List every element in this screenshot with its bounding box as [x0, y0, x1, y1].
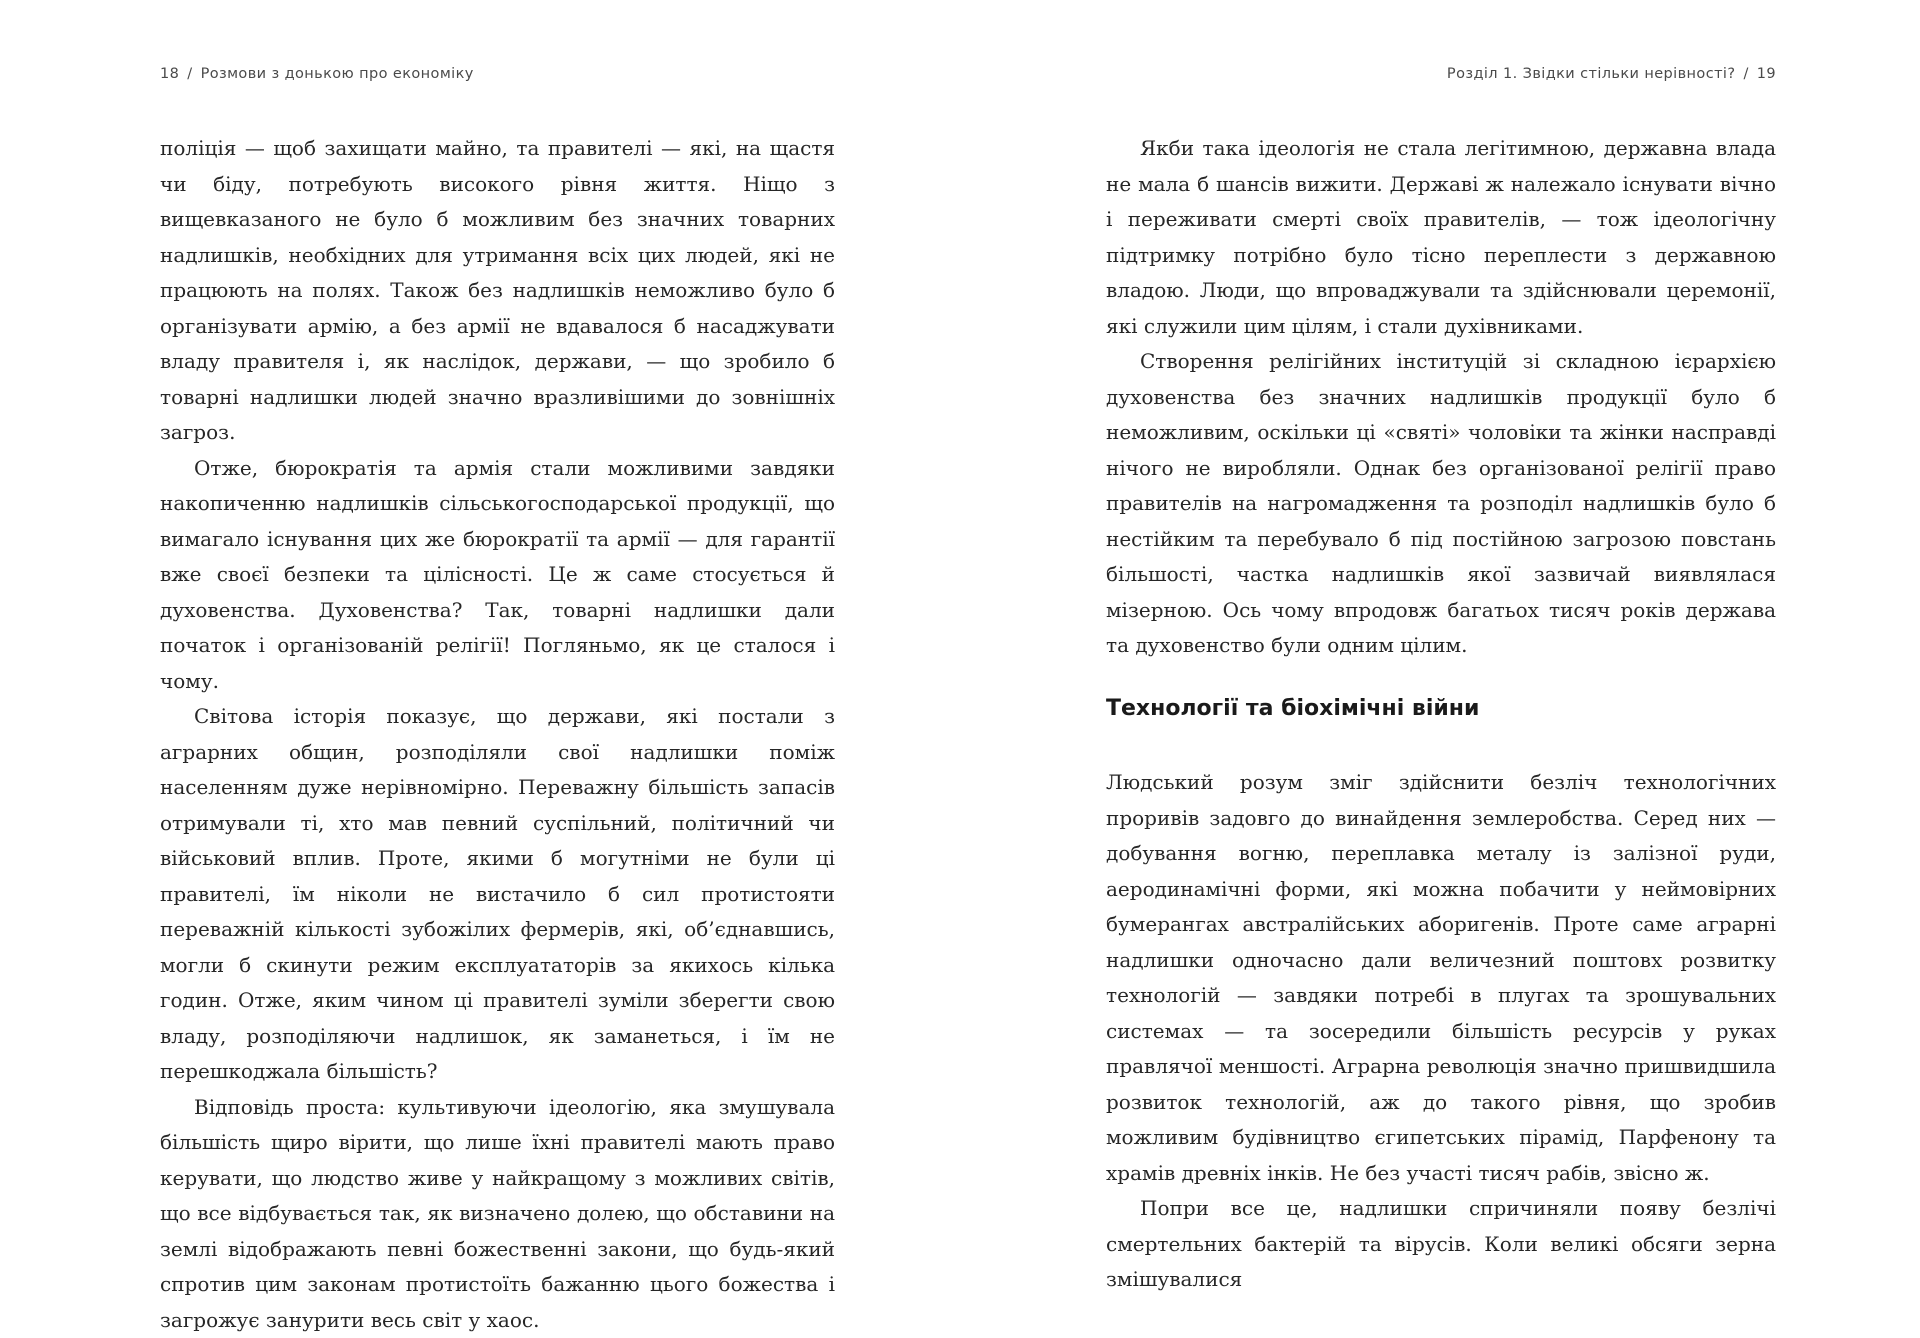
section-body: [1106, 765, 1776, 1298]
paragraph: Світова історія показує, що держави, які постали з аграрних общин, розподіляли свої надлишки поміж населенням дуже нерівномірно. Переважну більшість запасів отримували ті, хто мав певний суспільний, політичний чи військовий вплив. Проте, якими б могутніми не були ці правителі, їм ніколи не вистачило б сил протистояти переважній кількості зубожілих фермерів, які, об’єднавшись, могли б скинути режим експлуататорів за якихось кілька годин. Отже, яким чином ці правителі зуміли зберегти свою владу, розподіляючи надлишок, як заманеться, і їм не перешкоджала більшість?: [160, 699, 835, 1090]
paragraph: поліція — щоб захищати майно, та правителі — які, на щастя чи біду, потребують високого рівня життя. Ніщо з вищевказаного не було б можливим без значних товарних надлишків, необхідних для утримання всіх цих людей, які не працюють на полях. Також без надлишків неможливо було б організувати армію, а без армії не вдавалося б насаджувати владу правителя і, як наслідок, держави, — що зробило б товарні надлишки людей значно вразливішими до зовнішніх загроз.: [160, 131, 835, 451]
right-running-head: [1447, 66, 1776, 82]
paragraph: Отже, бюрократія та армія стали можливими завдяки накопиченню надлишків сільськогосподарської продукції, що вимагало існування цих же бюрократії та армії — для гарантії вже своєї безпеки та цілісності. Це ж саме стосується й духовенства. Духовенства? Так, товарні надлишки дали початок і організованій релігії! Погляньмо, як це сталося і чому.: [160, 451, 835, 700]
chapter-title: Розділ 1. Звідки стільки нерівності?: [1447, 66, 1736, 82]
book-title: Розмови з донькою про економіку: [201, 66, 474, 82]
section-heading: Технології та біохімічні війни: [1106, 696, 1479, 721]
left-running-head-separator: /: [179, 66, 200, 82]
right-running-head-separator: /: [1735, 66, 1756, 82]
left-page-body: [160, 131, 835, 1338]
left-running-head: [160, 66, 474, 82]
right-page-number: 19: [1757, 66, 1776, 82]
paragraph: Людський розум зміг здійснити безліч технологічних проривів задовго до винайдення землеробства. Серед них — добування вогню, переплавка металу із залізної руди, аеродинамічні форми, які можна побачити у неймовірних бумерангах австралійських аборигенів. Проте саме аграрні надлишки одночасно дали величезний поштовх розвитку технологій — завдяки потребі в плугах та зрошувальних системах — та зосередили більшість ресурсів у руках правлячої меншості. Аграрна революція значно пришвидшила розвиток технологій, аж до такого рівня, що зробив можливим будівництво єгипетських пірамід, Парфенону та храмів древніх інків. Не без участі тисяч рабів, звісно ж.: [1106, 765, 1776, 1191]
paragraph: Створення релігійних інституцій зі складною ієрархією духовенства без значних надлишків продукції було б неможливим, оскільки ці «святі» чоловіки та жінки насправді нічого не виробляли. Однак без організованої релігії право правителів на нагромадження та розподіл надлишків було б нестійким та перебувало б під постійною загрозою повстань більшості, частка надлишків якої зазвичай виявлялася мізерною. Ось чому впродовж багатьох тисяч років держава та духовенство були одним цілим.: [1106, 344, 1776, 664]
right-page-body: [1106, 131, 1776, 664]
right-page: [1106, 0, 1776, 1325]
paragraph: Відповідь проста: культивуючи ідеологію, яка змушувала більшість щиро вірити, що лише їхні правителі мають право керувати, що людство живе у найкращому з можливих світів, що все відбувається так, як визначено долею, що обставини на землі відображають певні божественні закони, що будь-який спротив цим законам протистоїть бажанню цього божества і загрожує занурити весь світ у хаос.: [160, 1090, 835, 1338]
paragraph: Якби така ідеологія не стала легітимною, державна влада не мала б шансів вижити. Державі ж належало існувати вічно і переживати смерті своїх правителів, — тож ідеологічну підтримку потрібно було тісно переплести з державною владою. Люди, що впроваджували та здійснювали церемонії, які служили цим цілям, і стали духівниками.: [1106, 131, 1776, 344]
left-page-number: 18: [160, 66, 179, 82]
paragraph: Попри все це, надлишки спричиняли появу безлічі смертельних бактерій та вірусів. Коли великі обсяги зерна змішувалися: [1106, 1191, 1776, 1298]
left-page: [160, 0, 835, 1325]
